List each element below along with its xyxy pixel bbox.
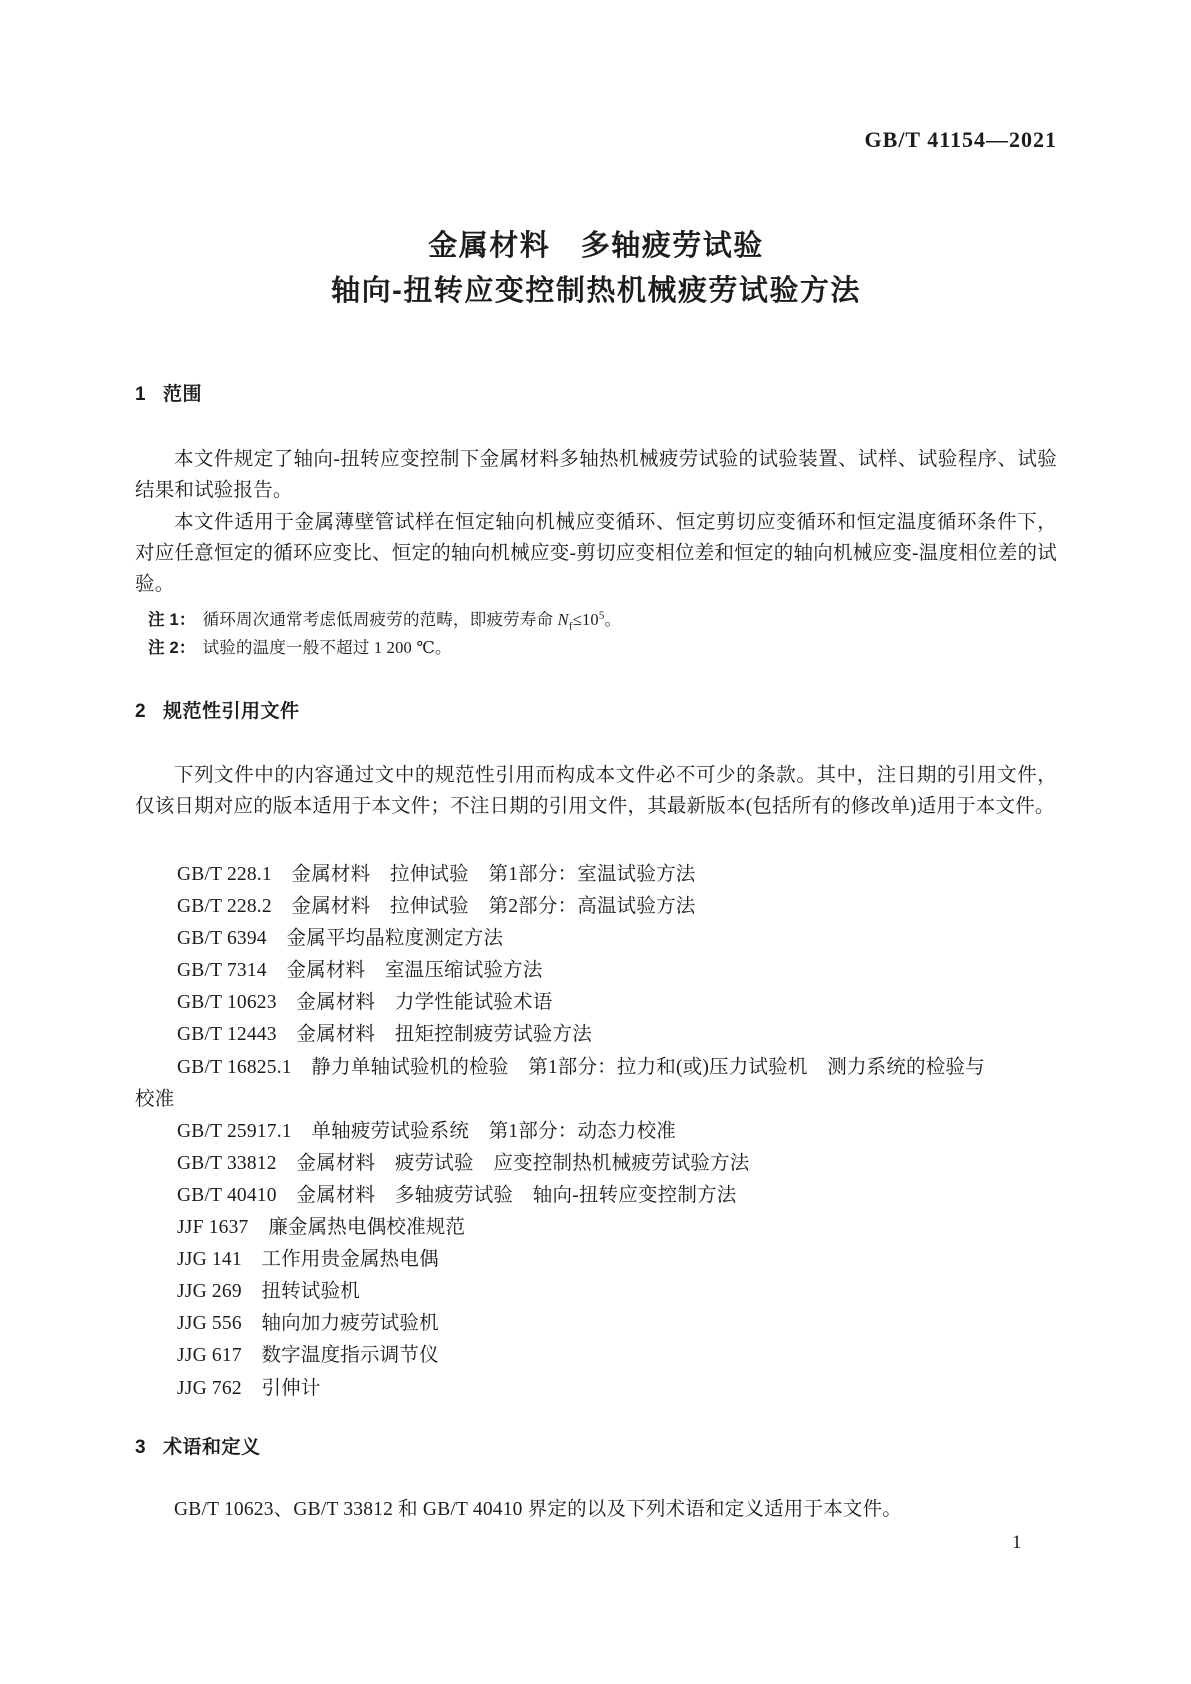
scope-paragraph-1: 本文件规定了轴向-扭转应变控制下金属材料多轴热机械疲劳试验的试验装置、试样、试验程序、试验结果和试验报告。: [135, 449, 1057, 501]
reference-item-wrapped: [135, 1052, 1057, 1116]
document-title-line-2: 轴向-扭转应变控制热机械疲劳试验方法: [331, 275, 861, 307]
reference-item: GB/T 33812 金属材料 疲劳试验 应变控制热机械疲劳试验方法: [177, 1152, 750, 1174]
reference-item: GB/T 228.2 金属材料 拉伸试验 第2部分：高温试验方法: [177, 896, 696, 918]
reference-item: GB/T 6394 金属平均晶粒度测定方法: [177, 928, 504, 950]
section-3-heading-label: 术语和定义: [163, 1437, 261, 1458]
reference-item: GB/T 40410 金属材料 多轴疲劳试验 轴向-扭转应变控制方法: [177, 1184, 737, 1206]
scope-note-1: [148, 608, 1057, 632]
reference-item: JJG 269 扭转试验机: [177, 1281, 360, 1303]
note-1-relation: ≤10: [572, 610, 599, 629]
reference-item: JJG 556 轴向加力疲劳试验机: [177, 1313, 439, 1335]
fatigue-life-subscript: f: [568, 620, 573, 633]
note-2-label: 注 2：: [148, 639, 196, 657]
section-2-heading-label: 规范性引用文件: [163, 701, 300, 722]
reference-item: GB/T 7314 金属材料 室温压缩试验方法: [177, 960, 543, 982]
reference-item: JJG 762 引伸计: [177, 1377, 321, 1399]
section-3-number: 3: [135, 1437, 147, 1458]
note-1-exponent: 5: [598, 609, 605, 622]
fatigue-life-symbol: N: [557, 610, 569, 629]
note-1-text: 循环周次通常考虑低周疲劳的范畴，即疲劳寿命: [202, 610, 558, 629]
reference-item: JJF 1637 廉金属热电偶校准规范: [177, 1217, 466, 1239]
section-1-heading: [135, 382, 202, 408]
reference-item: JJG 617 数字温度指示调节仪: [177, 1345, 439, 1367]
normative-references-intro: 下列文件中的内容通过文中的规范性引用而构成本文件必不可少的条款。其中，注日期的引用文件，仅该日期对应的版本适用于本文件；不注日期的引用文件，其最新版本(包括所有的修改单)适用于本文件。: [135, 765, 1057, 817]
note-1-period: 。: [604, 610, 622, 629]
page-number: 1: [1012, 1532, 1022, 1553]
normative-references-list: [135, 859, 1057, 1405]
section-1-heading-label: 范围: [163, 384, 203, 405]
document-title-line-1: 金属材料 多轴疲劳试验: [428, 230, 764, 262]
reference-item: JJG 141 工作用贵金属热电偶: [177, 1249, 439, 1271]
section-2-heading: [135, 699, 300, 725]
reference-item: GB/T 10623 金属材料 力学性能试验术语: [177, 992, 553, 1014]
document-title: [135, 224, 1057, 314]
scope-note-2: [148, 636, 1057, 660]
section-1-number: 1: [135, 384, 147, 405]
note-2-text: 试验的温度一般不超过 1 200 ℃。: [202, 638, 452, 657]
reference-item: GB/T 25917.1 单轴疲劳试验系统 第1部分：动态力校准: [177, 1120, 676, 1142]
terms-intro-paragraph: GB/T 10623、GB/T 33812 和 GB/T 40410 界定的以及下列术语和定义适用于本文件。: [174, 1499, 902, 1520]
section-2-number: 2: [135, 701, 147, 722]
section-3-heading: [135, 1435, 261, 1461]
note-1-label: 注 1：: [148, 611, 196, 629]
standard-number-header: GB/T 41154—2021: [864, 127, 1057, 152]
reference-item-line-2: 校准: [135, 1088, 175, 1110]
reference-item: GB/T 228.1 金属材料 拉伸试验 第1部分：室温试验方法: [177, 864, 696, 885]
scope-paragraph-2: 本文件适用于金属薄壁管试样在恒定轴向机械应变循环、恒定剪切应变循环和恒定温度循环条件下，对应任意恒定的循环应变比、恒定的轴向机械应变-剪切应变相位差和恒定的轴向机械应变-温度相位差的试验。: [135, 512, 1057, 595]
reference-item: GB/T 12443 金属材料 扭矩控制疲劳试验方法: [177, 1024, 592, 1046]
reference-item-line-1: GB/T 16825.1 静力单轴试验机的检验 第1部分：拉力和(或)压力试验机 测力系统的检验与: [177, 1056, 985, 1078]
